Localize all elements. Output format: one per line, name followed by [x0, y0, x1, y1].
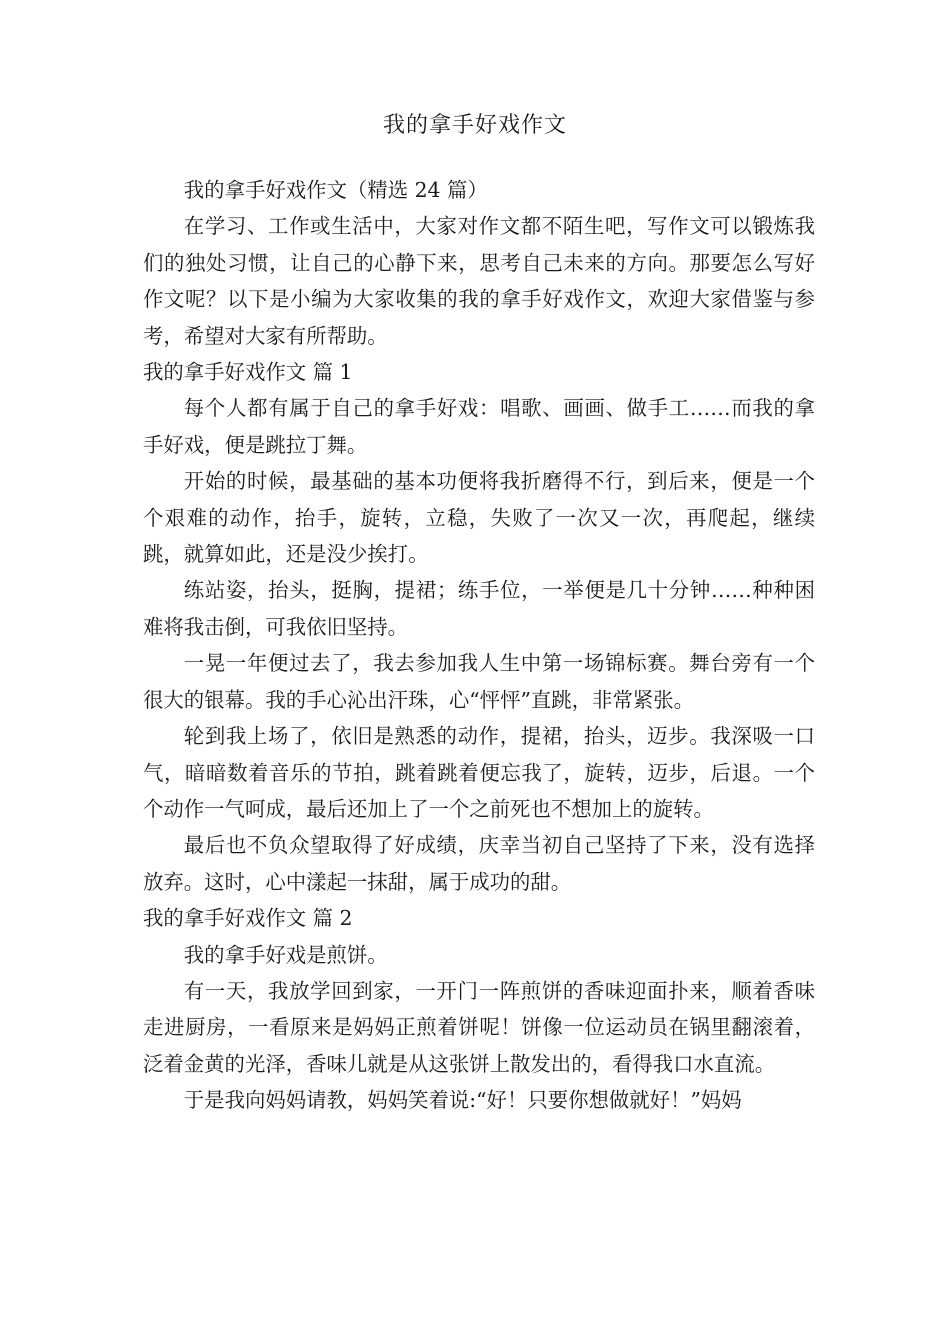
subtitle-line: 我的拿手好戏作文（精选 24 篇）: [183, 178, 488, 202]
paragraph: 每个人都有属于自己的拿手好戏：唱歌、画画、做手工……而我的拿手好戏，便是跳拉丁舞。: [143, 396, 815, 457]
section-heading-2: 我的拿手好戏作文 篇 2: [143, 906, 353, 931]
paragraph: 一晃一年便过去了，我去参加我人生中第一场锦标赛。舞台旁有一个很大的银幕。我的手心沁出汗珠，心“怦怦”直跳，非常紧张。: [143, 651, 815, 712]
paragraph: 我的拿手好戏是煎饼。: [183, 942, 388, 967]
section-heading-1: 我的拿手好戏作文 篇 1: [143, 360, 353, 385]
paragraph: 开始的时候，最基础的基本功便将我折磨得不行，到后来，便是一个个艰难的动作，抬手，旋转，立稳，失败了一次又一次，再爬起，继续跳，就算如此，还是没少挨打。: [143, 469, 815, 567]
document-body: [143, 172, 815, 1119]
paragraph: 练站姿，抬头，挺胸，提裙；练手位，一举便是几十分钟……种种困难将我击倒，可我依旧坚持。: [143, 578, 815, 639]
document-title: 我的拿手好戏作文: [382, 113, 567, 138]
paragraph: 轮到我上场了，依旧是熟悉的动作，提裙，抬头，迈步。我深吸一口气，暗暗数着音乐的节拍，跳着跳着便忘我了，旋转，迈步，后退。一个个动作一气呵成，最后还加上了一个之前死也不想加上的旋转。: [143, 724, 815, 821]
paragraph: 最后也不负众望取得了好成绩，庆幸当初自己坚持了下来，没有选择放弃。这时，心中漾起一抹甜，属于成功的甜。: [143, 833, 815, 894]
intro-paragraph: 在学习、工作或生活中，大家对作文都不陌生吧，写作文可以锻炼我们的独处习惯，让自己的心静下来，思考自己未来的方向。那要怎么写好作文呢？以下是小编为大家收集的我的拿手好戏作文，欢迎大家借鉴与参考，希望对大家有所帮助。: [143, 214, 815, 348]
paragraph: 有一天，我放学回到家，一开门一阵煎饼的香味迎面扑来，顺着香味走进厨房，一看原来是妈妈正煎着饼呢！饼像一位运动员在锅里翻滚着，泛着金黄的光泽，香味儿就是从这张饼上散发出的，看得我口水直流。: [143, 978, 815, 1076]
paragraph: 于是我向妈妈请教，妈妈笑着说:“好！只要你想做就好！”妈妈: [183, 1088, 742, 1113]
